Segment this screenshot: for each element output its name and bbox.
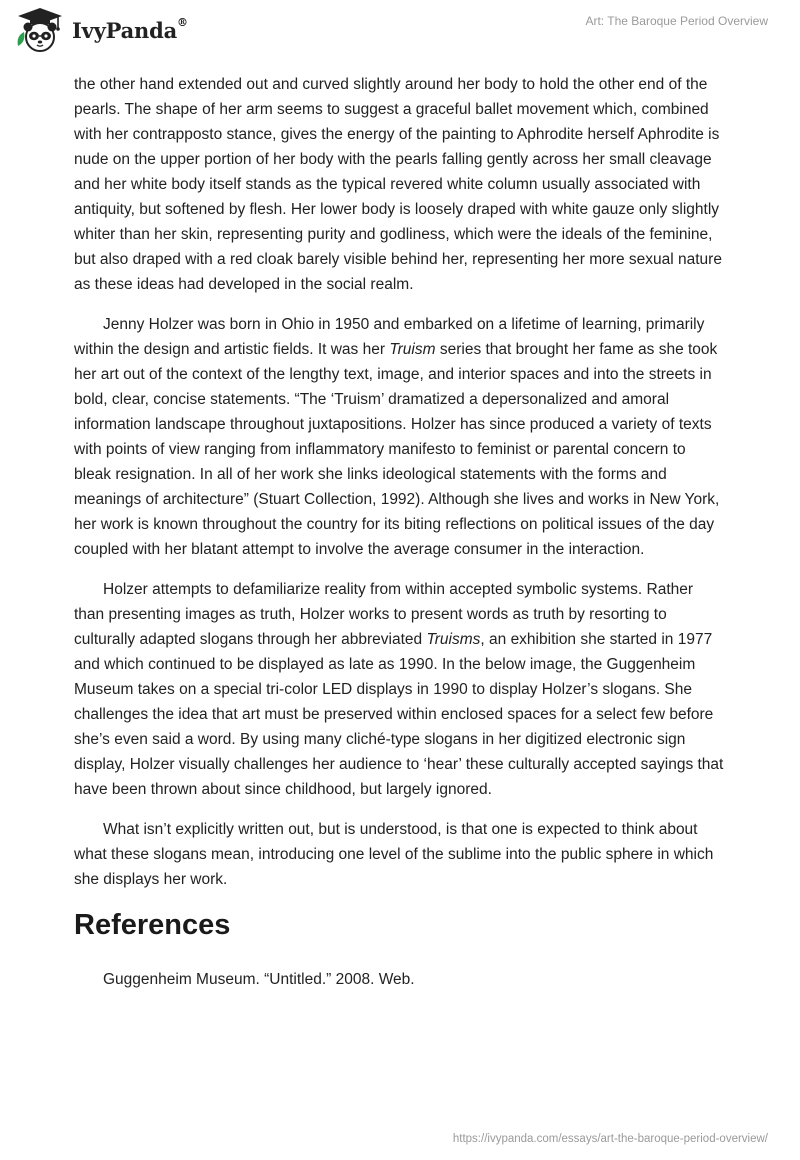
paragraph-1: the other hand extended out and curved slightly around her body to hold the other end of the pearls. The shape of her arm seems to suggest a graceful ballet movement which, combined with her contrapposto stance, gives the energy of the painting to Aphrodite herself Aphrodite is nude on the upper portion of her body with the pearls falling gently across her small cleavage and her white body itself stands as the typical revered white column usually associated with antiquity, but softened by flesh. Her lower body is loosely draped with white gauze only slightly whiter than her skin, representing purity and godliness, which were the ideals of the feminine, but also draped with a red cloak barely visible behind her, representing her more sexual nature as these ideas had developed in the social realm. [74, 76, 722, 293]
essay-content [74, 72, 724, 992]
reference-item: Guggenheim Museum. “Untitled.” 2008. Web. [103, 971, 415, 988]
truisms-emphasis: Truisms [426, 631, 481, 648]
panda-graduate-icon [14, 6, 66, 54]
source-url[interactable]: https://ivypanda.com/essays/art-the-baroque-period-overview/ [452, 1133, 768, 1145]
logo-wordmark: IvyPanda® [72, 15, 188, 43]
paragraph-2-text-b: series that brought her fame as she took her art out of the context of the lengthy text, image, and interior spaces and into the streets in bold, clear, concise statements. “The ‘Truism’ dramatized a depersonalized and amoral information landscape throughout juxtapositions. Holzer has since produced a variety of texts with points of view ranging from inflammatory manifesto to feminist or parental concern to bleak resignation. In all of her work she links ideological statements with the forms and meanings of architecture” (Stuart Collection, 1992). Although she lives and works in New York, her work is known throughout the country for its biting reflections on political issues of the day coupled with her blatant attempt to involve the average consumer in the interaction. [74, 341, 720, 558]
paragraph-3-text-b: , an exhibition she started in 1977 and which continued to be displayed as late as 1990. In the below image, the Guggenheim Museum takes on a special tri-color LED displays in 1990 to display Holzer’s slogans. She challenges the idea that art must be preserved within enclosed spaces for a select few before she’s even said a word. By using many cliché-type slogans in her digitized electronic sign display, Holzer visually challenges her audience to ‘hear’ these culturally accepted sayings that have been thrown about since childhood, but largely ignored. [74, 631, 724, 798]
paragraph-2-text-a: Jenny Holzer was born in Ohio in 1950 and embarked on a lifetime of learning, primarily within the design and artistic fields. It was her [74, 316, 705, 358]
paragraph-3 [74, 577, 724, 802]
page-header [0, 0, 800, 60]
paragraph-3-text-a: Holzer attempts to defamiliarize reality from within accepted symbolic systems. Rather than presenting images as truth, Holzer works to present words as truth by resorting to culturally adapted slogans through her abbreviated [74, 581, 694, 648]
document-title: Art: The Baroque Period Overview [585, 14, 768, 28]
paragraph-2 [74, 312, 724, 562]
truism-emphasis: Truism [389, 341, 436, 358]
paragraph-4: What isn’t explicitly written out, but is understood, is that one is expected to think about what these slogans mean, introducing one level of the sublime into the public sphere in which she displays her work. [74, 821, 714, 888]
references-heading: References [74, 909, 231, 941]
ivypanda-logo[interactable] [14, 6, 188, 54]
